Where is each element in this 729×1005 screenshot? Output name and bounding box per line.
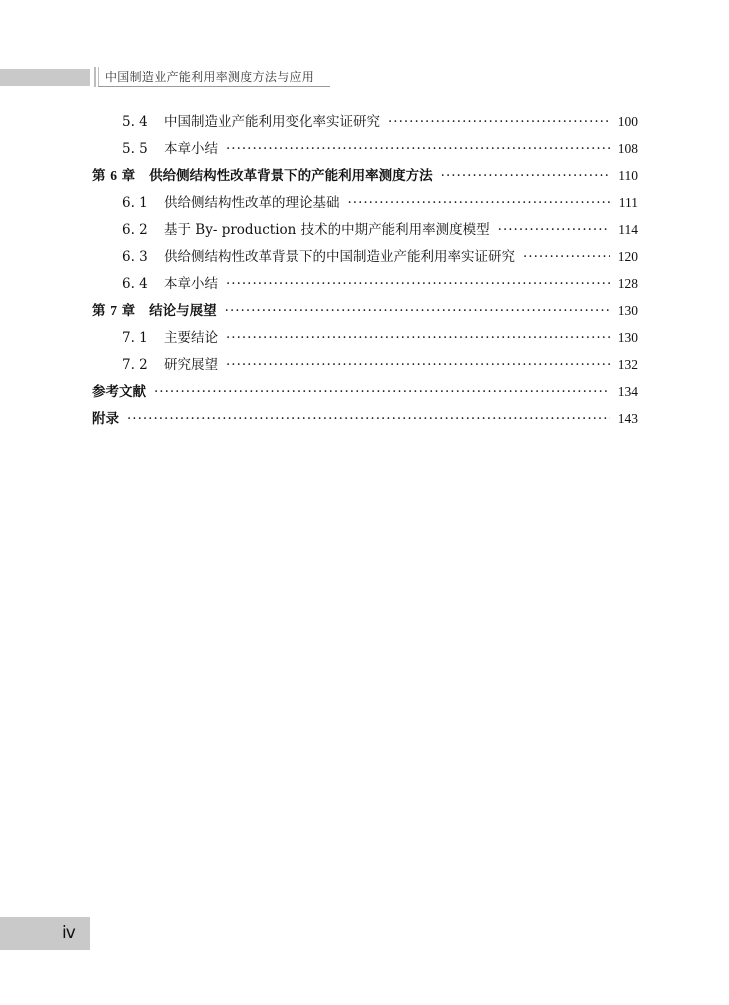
dot-leader	[348, 195, 611, 211]
dot-leader	[154, 384, 610, 400]
toc-entry[interactable]	[92, 353, 638, 380]
toc-section-number: 5. 4	[122, 114, 148, 130]
toc-entry-title: 本章小结	[164, 141, 218, 157]
dot-leader	[225, 303, 610, 319]
chapter-number-prefix: 第	[92, 168, 106, 184]
toc-section-number: 6. 2	[122, 222, 148, 238]
toc-entry[interactable]	[92, 326, 638, 353]
header-bar-decoration	[0, 69, 90, 86]
dot-leader	[226, 330, 610, 346]
toc-section-number: 6. 1	[122, 195, 148, 211]
folio-box	[0, 917, 90, 950]
dot-leader	[498, 222, 610, 238]
toc-entry[interactable]	[92, 110, 638, 137]
toc-entry[interactable]	[92, 245, 638, 272]
toc-entry-title: 本章小结	[164, 276, 218, 292]
dot-leader	[388, 114, 610, 130]
toc-page-number: 114	[618, 222, 638, 237]
chapter-number-suffix: 章	[121, 303, 136, 319]
page-folio: ⅳ	[62, 923, 76, 943]
toc-entry-title: 供给侧结构性改革背景下的产能利用率测度方法	[149, 168, 433, 184]
toc-entry-title: 基于 By- production 技术的中期产能利用率测度模型	[164, 222, 490, 238]
toc-entry[interactable]	[92, 380, 638, 407]
toc-entry[interactable]	[92, 299, 638, 326]
toc-page-number: 108	[617, 141, 638, 156]
dot-leader	[127, 411, 610, 427]
toc-entry[interactable]	[92, 407, 638, 434]
header-rule	[94, 67, 96, 87]
toc-page-number: 130	[617, 303, 638, 318]
toc-entry-title: 主要结论	[164, 330, 218, 346]
toc-entry-title: 参考文献	[92, 384, 146, 400]
toc-page-number: 111	[618, 195, 638, 210]
toc-page-number: 143	[617, 411, 638, 426]
toc-page-number: 120	[617, 249, 638, 264]
chapter-number-suffix: 章	[121, 168, 136, 184]
dot-leader	[226, 141, 610, 157]
toc-entry[interactable]	[92, 272, 638, 299]
toc-section-number: 6. 3	[122, 249, 148, 265]
chapter-number-n: 6	[110, 168, 117, 183]
toc-entry[interactable]	[92, 164, 638, 191]
dot-leader	[441, 168, 610, 184]
toc-section-number: 7. 1	[122, 330, 148, 346]
toc-section-number: 7. 2	[122, 357, 148, 373]
toc-entry[interactable]	[92, 191, 638, 218]
dot-leader	[523, 249, 610, 265]
toc-page-number: 130	[617, 330, 638, 345]
chapter-number-n: 7	[110, 303, 117, 318]
dot-leader	[226, 357, 610, 373]
toc-page-number: 110	[618, 168, 638, 183]
toc-page-number: 100	[617, 114, 638, 129]
toc-entry-title: 附录	[92, 411, 119, 427]
toc-entry[interactable]	[92, 137, 638, 164]
toc-entry[interactable]	[92, 218, 638, 245]
toc-chapter-number	[92, 164, 149, 184]
header-underline	[98, 86, 330, 87]
toc-page-number: 128	[617, 276, 638, 291]
toc-page-number: 132	[617, 357, 638, 372]
dot-leader	[226, 276, 610, 292]
running-title: 中国制造业产能利用率测度方法与应用	[105, 70, 315, 84]
chapter-number-prefix: 第	[92, 303, 106, 319]
table-of-contents	[92, 110, 638, 434]
toc-entry-title: 中国制造业产能利用变化率实证研究	[164, 114, 380, 130]
header-rule	[98, 67, 99, 87]
toc-entry-title: 供给侧结构性改革的理论基础	[164, 195, 340, 211]
toc-section-number: 5. 5	[122, 141, 148, 157]
toc-entry-title: 供给侧结构性改革背景下的中国制造业产能利用率实证研究	[164, 249, 515, 265]
toc-section-number: 6. 4	[122, 276, 148, 292]
toc-entry-title: 结论与展望	[149, 303, 217, 319]
toc-chapter-number	[92, 299, 149, 319]
toc-entry-title: 研究展望	[164, 357, 218, 373]
toc-page-number: 134	[617, 384, 638, 399]
